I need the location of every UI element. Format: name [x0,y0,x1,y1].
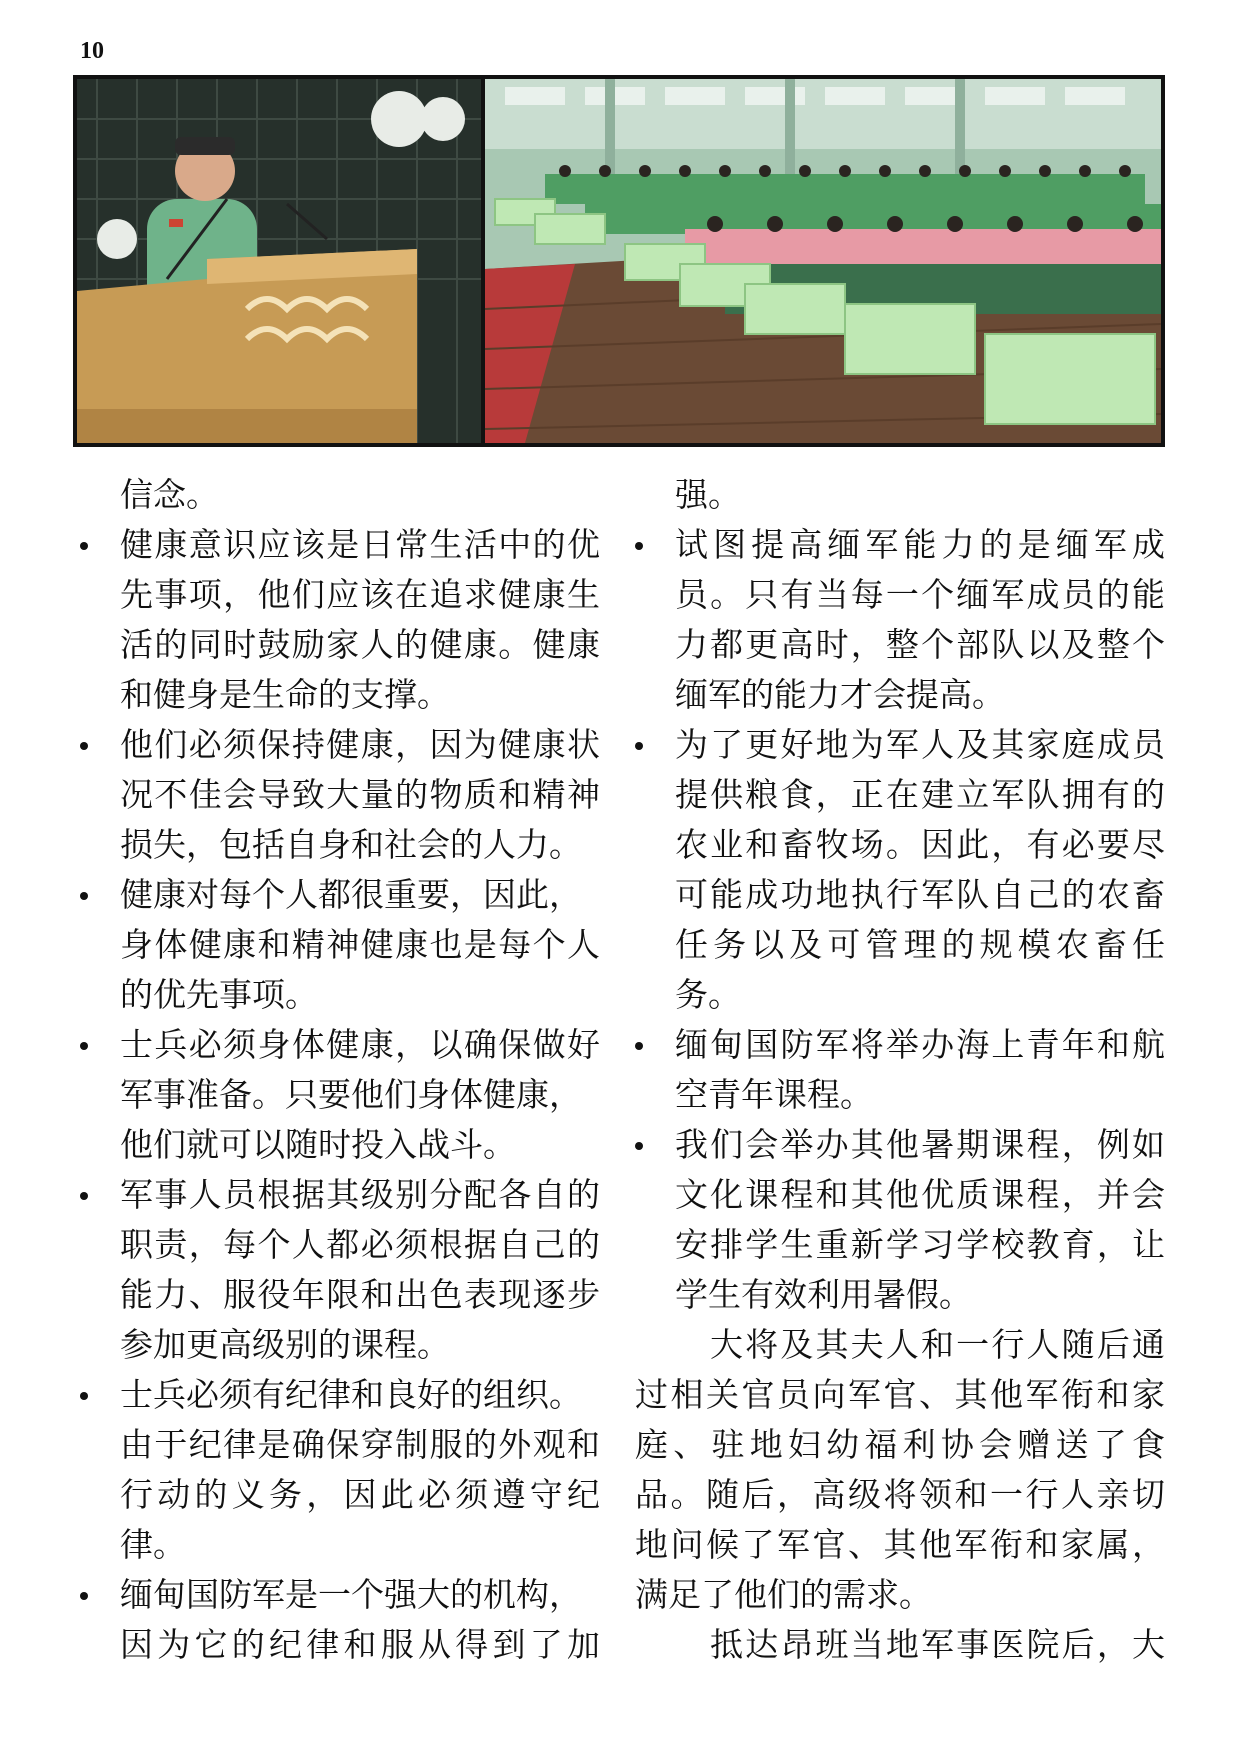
text-line: 农业和畜牧场。因此，有必要尽 [675,825,1165,864]
text-line: 品。随后，高级将领和一行人亲切 [635,1475,1165,1514]
text-line: 健康对每个人都很重要，因此， [120,875,582,914]
text-line: 可能成功地执行军队自己的农畜 [675,875,1165,914]
text-line: 先事项，他们应该在追求健康生 [120,575,600,614]
text-line: 的优先事项。 [120,975,318,1014]
text-line: 任务以及可管理的规模农畜任 [675,925,1165,964]
bullet-icon [80,1392,88,1400]
text-line: 员。只有当每一个缅军成员的能 [675,575,1165,614]
photo-frame [73,75,1165,447]
text-line: 军事人员根据其级别分配各自的 [120,1175,600,1214]
bullet-item [635,1020,1165,1120]
text-line: 军事准备。只要他们身体健康， [120,1075,582,1114]
text-line: 文化课程和其他优质课程，并会 [675,1175,1165,1214]
text-line: 空青年课程。 [675,1075,873,1114]
text-line: 缅甸国防军将举办海上青年和航 [675,1025,1165,1064]
bullet-icon [635,742,643,750]
text-line: 行动的义务，因此必须遵守纪 [120,1475,600,1514]
text-line: 抵达昂班当地军事医院后，大 [710,1625,1165,1664]
bullet-icon [80,1042,88,1050]
bullet-icon [635,1042,643,1050]
text-line: 满足了他们的需求。 [635,1575,932,1614]
bullet-item [80,720,600,870]
bullet-icon [635,542,643,550]
left-column [80,470,600,1670]
speaker-photo [77,79,481,443]
page-number: 10 [80,38,104,64]
bullet-icon [635,1142,643,1150]
text-line: 况不佳会导致大量的物质和精神 [120,775,600,814]
text-line: 缅军的能力才会提高。 [675,675,1005,714]
text-line: 活的同时鼓励家人的健康。健康 [120,625,600,664]
bullet-item [80,1170,600,1370]
text-line: 健康意识应该是日常生活中的优 [120,525,600,564]
bullet-item [635,520,1165,720]
text-line: 士兵必须有纪律和良好的组织。 [120,1375,582,1414]
text-line: 由于纪律是确保穿制服的外观和 [120,1425,600,1464]
bullet-icon [80,892,88,900]
text-line: 我们会举办其他暑期课程，例如 [675,1125,1165,1164]
continuation-text: 信念。 [120,475,219,514]
continuation-text: 强。 [675,475,741,514]
bullet-item [80,870,600,1020]
text-line: 过相关官员向军官、其他军衔和家 [635,1375,1165,1414]
text-line: 和健身是生命的支撑。 [120,675,450,714]
text-line: 士兵必须身体健康，以确保做好 [120,1025,600,1064]
right-column [635,470,1165,1670]
speaker-photo-illustration [77,79,481,443]
bullet-icon [80,542,88,550]
text-line: 他们必须保持健康，因为健康状 [120,725,600,764]
bullet-item [80,520,600,720]
bullet-item [80,1570,600,1670]
bullet-icon [80,1192,88,1200]
text-line: 能力、服役年限和出色表现逐步 [120,1275,600,1314]
bullet-item [635,720,1165,1020]
text-line: 缅甸国防军是一个强大的机构， [120,1575,582,1614]
text-line: 力都更高时，整个部队以及整个 [675,625,1165,664]
text-line: 因为它的纪律和服从得到了加 [120,1625,600,1664]
text-line: 身体健康和精神健康也是每个人 [120,925,600,964]
bullet-item [635,1120,1165,1320]
text-line: 参加更高级别的课程。 [120,1325,450,1364]
text-line: 大将及其夫人和一行人随后通 [710,1325,1165,1364]
audience-photo [485,79,1161,443]
audience-photo-illustration [485,79,1161,443]
text-line: 庭、驻地妇幼福利协会赠送了食 [635,1425,1165,1464]
bullet-icon [80,1592,88,1600]
text-line: 职责，每个人都必须根据自己的 [120,1225,600,1264]
text-line: 学生有效利用暑假。 [675,1275,972,1314]
text-line: 提供粮食，正在建立军队拥有的 [675,775,1165,814]
bullet-item [80,1020,600,1170]
body-paragraph [635,1620,1165,1670]
text-line: 试图提高缅军能力的是缅军成 [675,525,1165,564]
text-line: 他们就可以随时投入战斗。 [120,1125,516,1164]
text-line: 地问候了军官、其他军衔和家属， [635,1525,1165,1564]
text-line: 务。 [675,975,741,1014]
bullet-item [80,1370,600,1570]
bullet-icon [80,742,88,750]
body-paragraph [635,1320,1165,1620]
text-line: 损失，包括自身和社会的人力。 [120,825,582,864]
text-line: 律。 [120,1525,186,1564]
text-line: 为了更好地为军人及其家庭成员 [675,725,1165,764]
text-line: 安排学生重新学习学校教育，让 [675,1225,1165,1264]
